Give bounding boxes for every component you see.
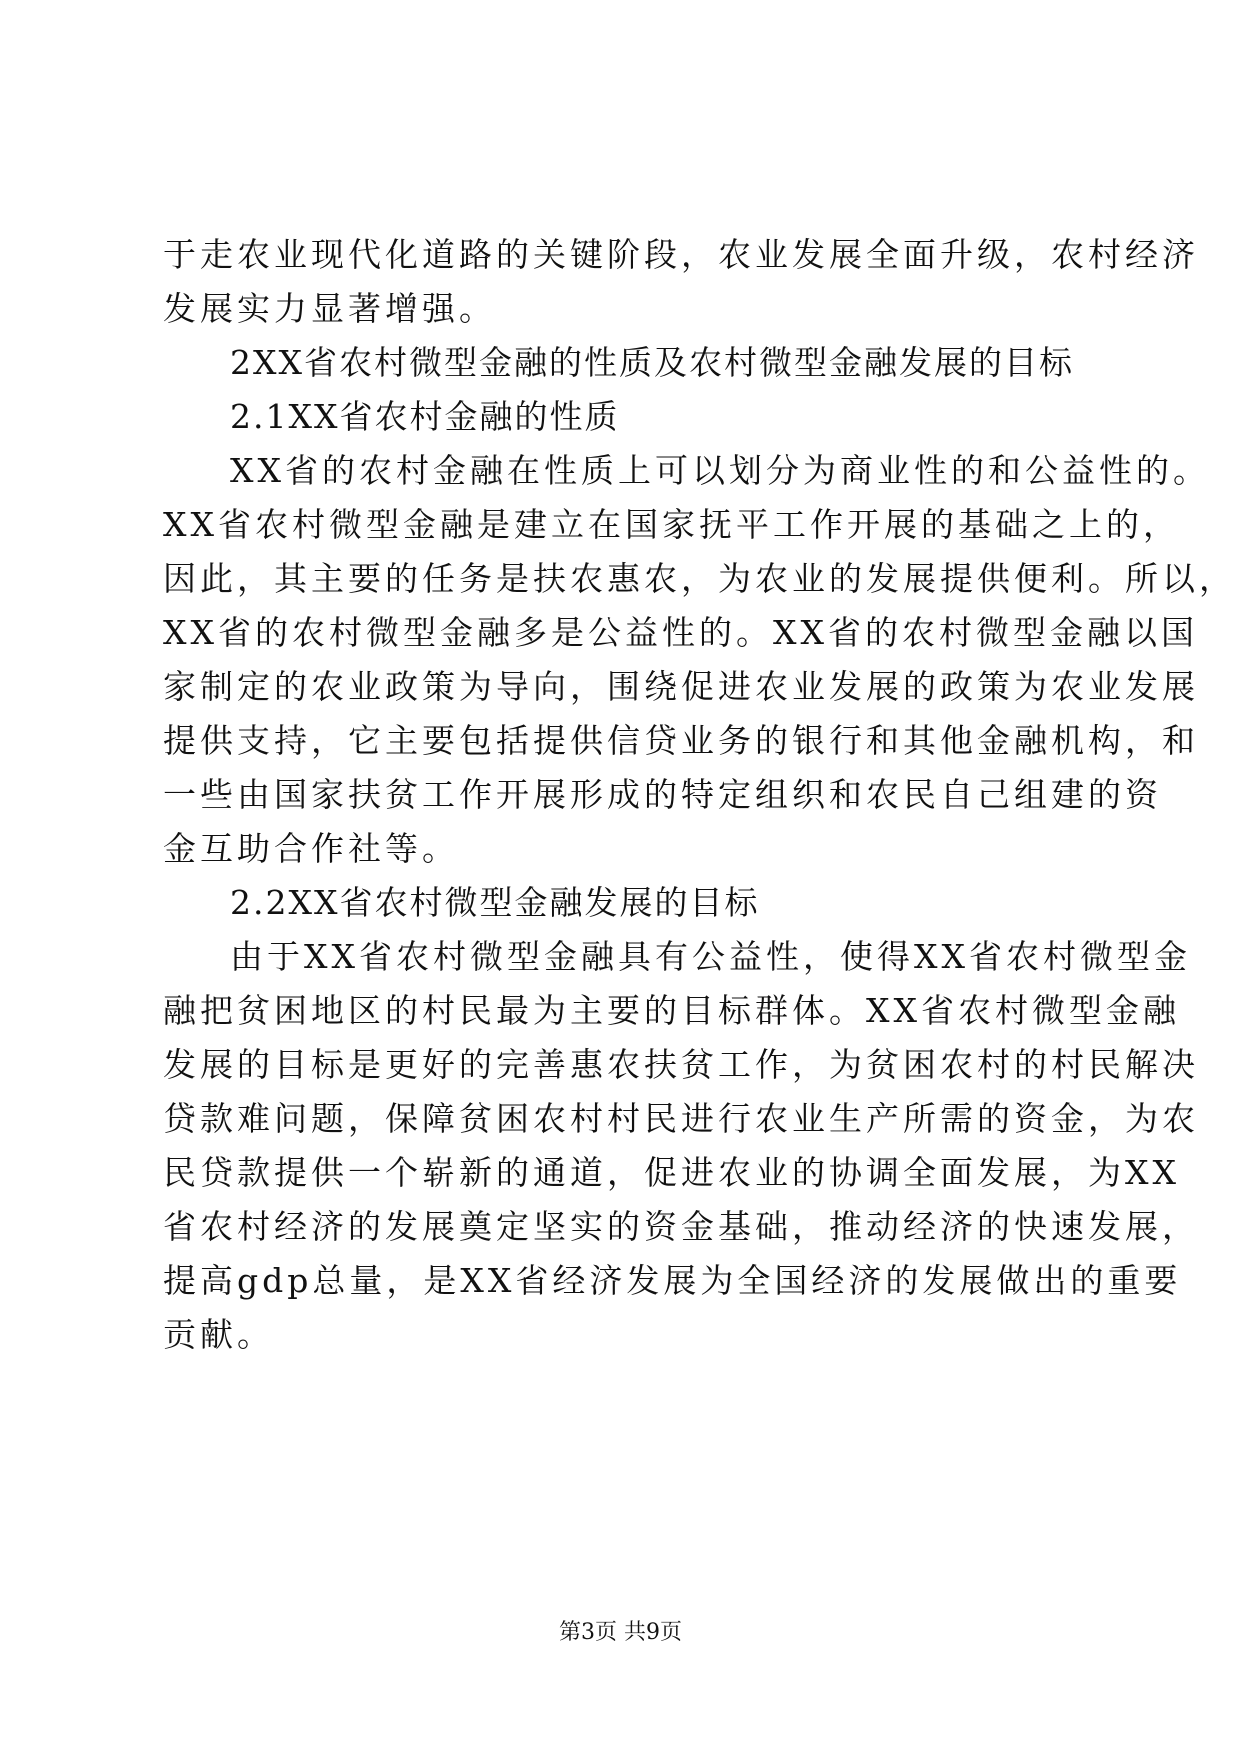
page-number-footer: 第3页 共9页 — [559, 1620, 682, 1645]
section-heading: 2XX省农村微型金融的性质及农村微型金融发展的目标 — [230, 343, 1074, 382]
paragraph-line: 家制定的农业政策为导向，围绕促进农业发展的政策为农业发展 — [163, 667, 1199, 706]
paragraph-line: 一些由国家扶贫工作开展形成的特定组织和农民自己组建的资 — [163, 775, 1162, 814]
paragraph-line: 发展实力显著增强。 — [163, 289, 496, 328]
paragraph-line: 金互助合作社等。 — [163, 829, 459, 868]
paragraph-line: 贡献。 — [163, 1315, 274, 1354]
paragraph-line: 因此，其主要的任务是扶农惠农，为农业的发展提供便利。所以， — [163, 559, 1236, 598]
paragraph-line: 提高gdp总量，是XX省经济发展为全国经济的发展做出的重要 — [163, 1261, 1182, 1300]
paragraph-line: 于走农业现代化道路的关键阶段，农业发展全面升级，农村经济 — [163, 235, 1199, 274]
paragraph-line: XX省农村微型金融是建立在国家抚平工作开展的基础之上的， — [163, 505, 1180, 544]
paragraph-line: 民贷款提供一个崭新的通道，促进农业的协调全面发展，为XX — [163, 1153, 1180, 1192]
paragraph-line: 提供支持，它主要包括提供信贷业务的银行和其他金融机构，和 — [163, 721, 1199, 760]
paragraph-line: 融把贫困地区的村民最为主要的目标群体。XX省农村微型金融 — [163, 991, 1180, 1030]
paragraph-line: XX省的农村金融在性质上可以划分为商业性的和公益性的。 — [230, 451, 1210, 490]
document-body — [163, 228, 1236, 1362]
paragraph-line: 由于XX省农村微型金融具有公益性，使得XX省农村微型金 — [230, 937, 1191, 976]
paragraph-line: 省农村经济的发展奠定坚实的资金基础，推动经济的快速发展， — [163, 1207, 1199, 1246]
subsection-heading: 2.2XX省农村微型金融发展的目标 — [230, 883, 760, 922]
paragraph-line: XX省的农村微型金融多是公益性的。XX省的农村微型金融以国 — [163, 613, 1198, 652]
paragraph-line: 贷款难问题，保障贫困农村村民进行农业生产所需的资金，为农 — [163, 1099, 1199, 1138]
paragraph-line: 发展的目标是更好的完善惠农扶贫工作，为贫困农村的村民解决 — [163, 1045, 1199, 1084]
subsection-heading: 2.1XX省农村金融的性质 — [230, 397, 620, 436]
